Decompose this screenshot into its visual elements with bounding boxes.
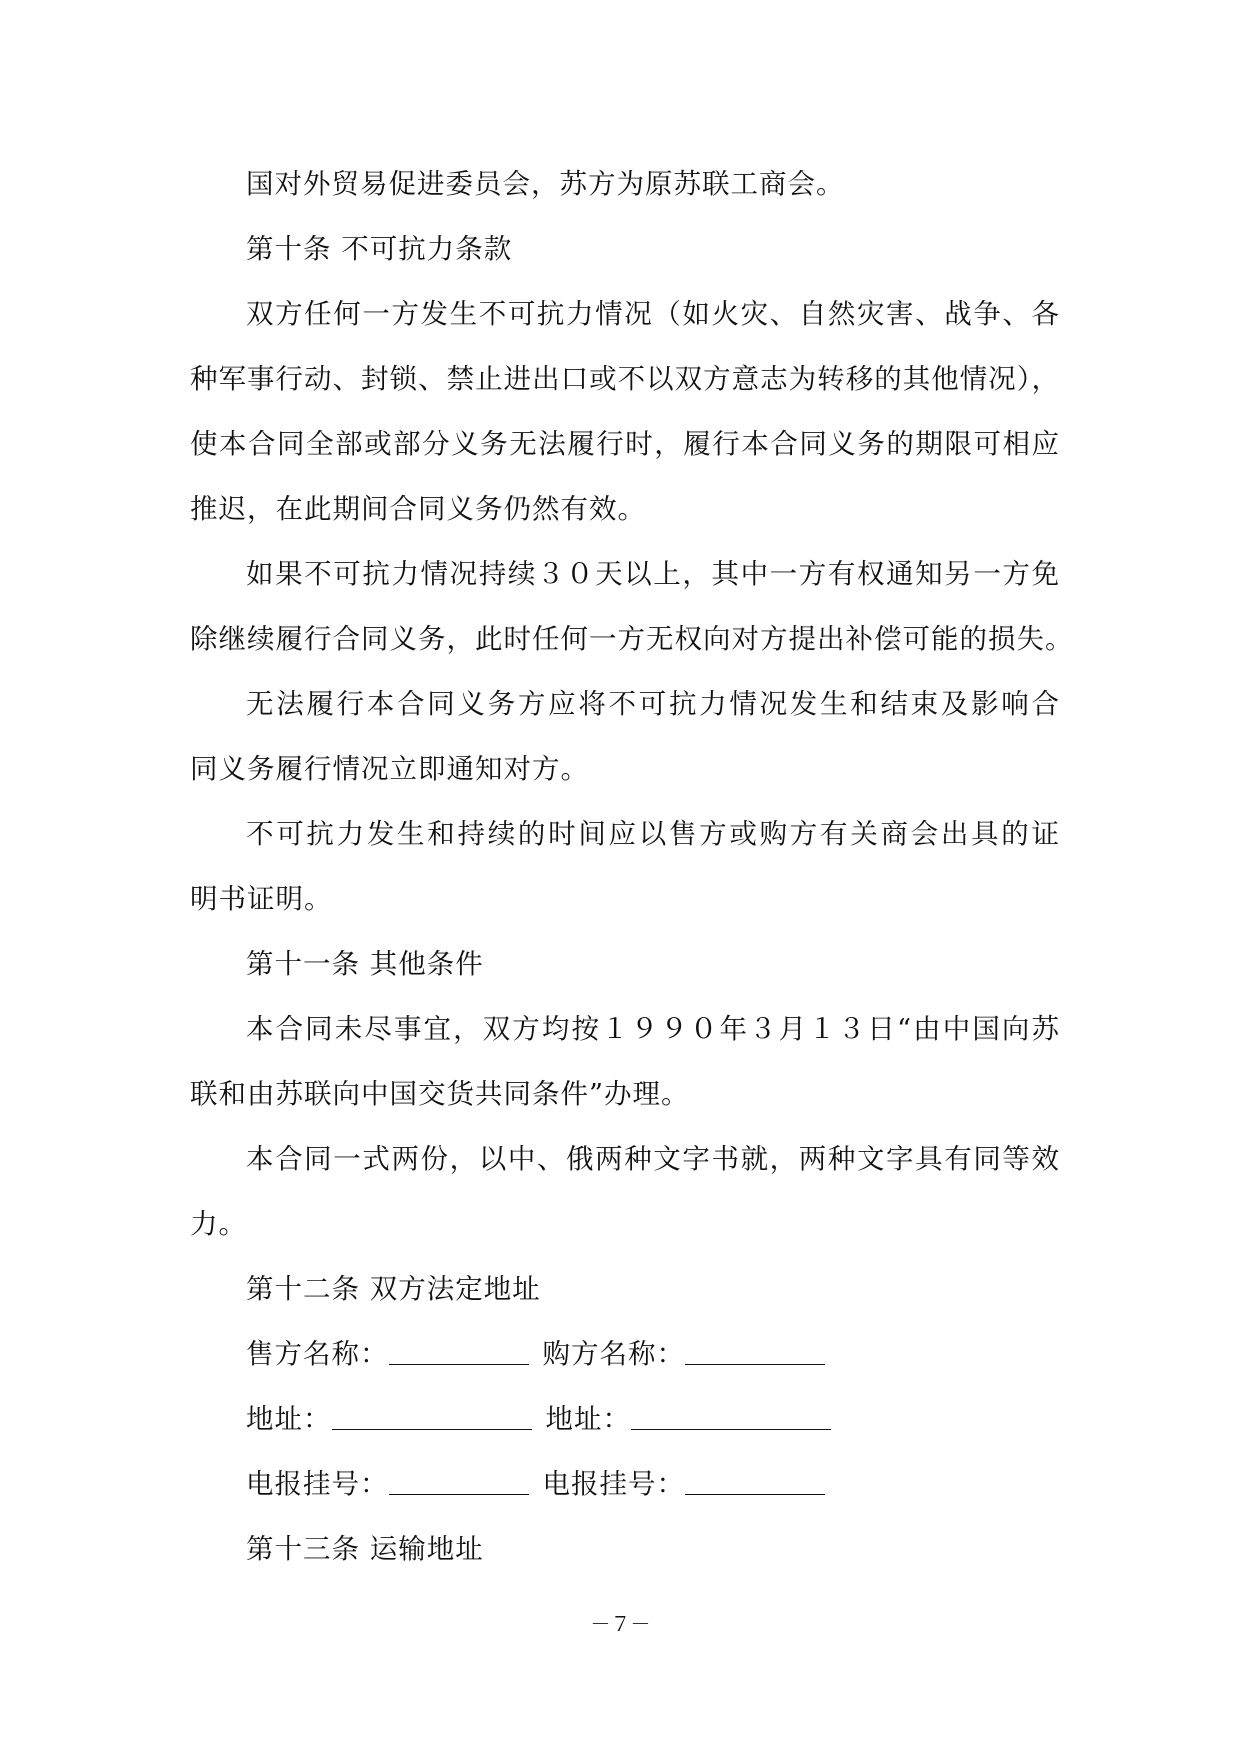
paragraph-line: 如果不可抗力情况持续３０天以上，其中一方有权通知另一方免 (246, 558, 1060, 590)
paragraph-line: 力。 (190, 1208, 247, 1240)
seller-cable-label: 电报挂号： (246, 1468, 389, 1500)
buyer-address-blank (631, 1403, 831, 1430)
paragraph-line: 无法履行本合同义务方应将不可抗力情况发生和结束及影响合 (246, 688, 1060, 720)
article-12-heading: 第十二条 双方法定地址 (246, 1273, 541, 1305)
article-11-heading: 第十一条 其他条件 (246, 948, 484, 980)
buyer-cable-label: 电报挂号： (542, 1468, 685, 1500)
paragraph-line: 除继续履行合同义务，此时任何一方无权向对方提出补偿可能的损失。 (190, 623, 1074, 655)
paragraph-line: 不可抗力发生和持续的时间应以售方或购方有关商会出具的证 (246, 818, 1060, 850)
seller-address-blank (332, 1403, 532, 1430)
name-row (190, 1322, 1060, 1387)
article-10-heading: 第十条 不可抗力条款 (246, 233, 513, 265)
paragraph-line: 推迟，在此期间合同义务仍然有效。 (190, 493, 646, 525)
page-number: －７－ (590, 1612, 651, 1636)
paragraph-line: 双方任何一方发生不可抗力情况（如火灾、自然灾害、战争、各 (246, 298, 1060, 330)
paragraph-line: 国对外贸易促进委员会，苏方为原苏联工商会。 (246, 168, 845, 200)
paragraph-line: 种军事行动、封锁、禁止进出口或不以双方意志为转移的其他情况）， (190, 363, 1060, 395)
contract-body (190, 152, 1074, 1582)
seller-cable-blank (389, 1468, 529, 1495)
address-row (190, 1387, 1060, 1452)
buyer-name-label: 购方名称： (542, 1338, 685, 1370)
paragraph-line: 使本合同全部或部分义务无法履行时，履行本合同义务的期限可相应 (190, 428, 1060, 460)
cable-row (190, 1452, 1060, 1517)
paragraph-line: 本合同一式两份，以中、俄两种文字书就，两种文字具有同等效 (246, 1143, 1060, 1175)
buyer-name-blank (685, 1338, 825, 1365)
buyer-cable-blank (685, 1468, 825, 1495)
article-13-heading: 第十三条 运输地址 (246, 1533, 484, 1565)
paragraph-line: 本合同未尽事宜，双方均按１９９０年３月１３日“由中国向苏 (246, 1013, 1060, 1045)
paragraph-line: 明书证明。 (190, 883, 333, 915)
seller-address-label: 地址： (246, 1403, 332, 1435)
seller-name-blank (389, 1338, 529, 1365)
paragraph-line: 联和由苏联向中国交货共同条件”办理。 (190, 1078, 690, 1110)
seller-name-label: 售方名称： (246, 1338, 389, 1370)
paragraph-line: 同义务履行情况立即通知对方。 (190, 753, 589, 785)
buyer-address-label: 地址： (545, 1403, 631, 1435)
